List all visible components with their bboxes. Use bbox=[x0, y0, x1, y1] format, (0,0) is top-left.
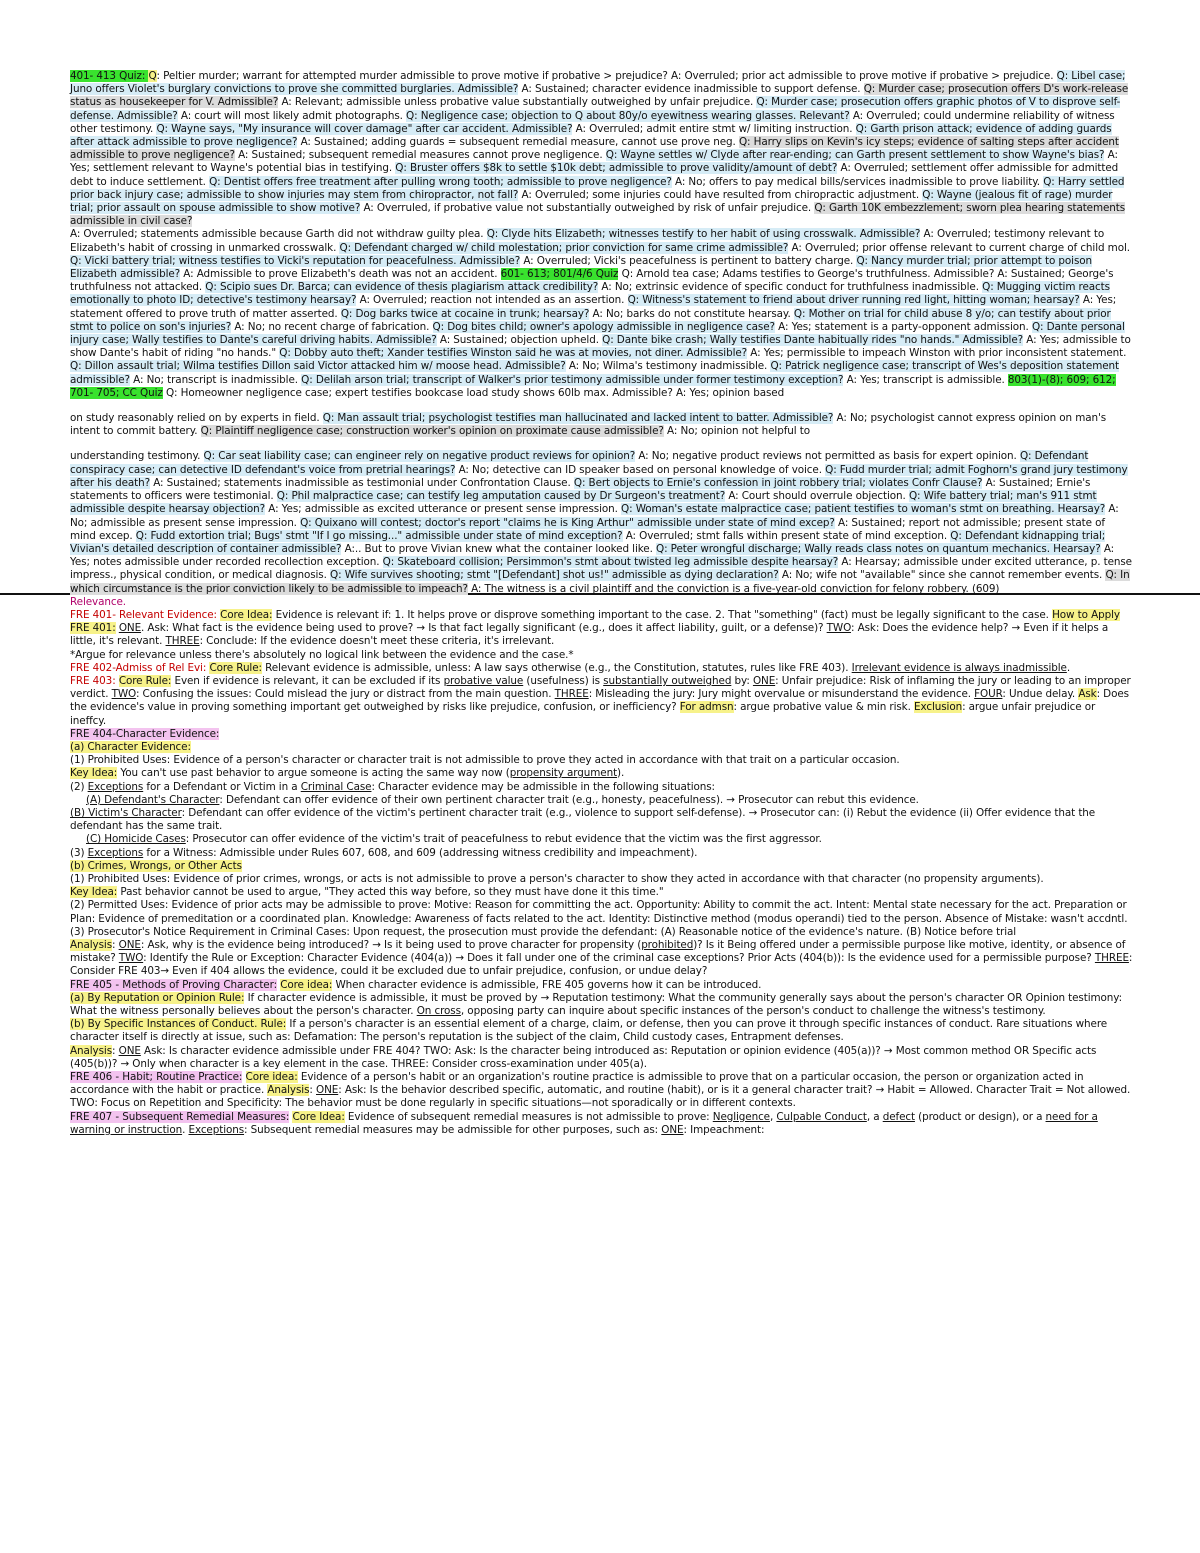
quiz-question: Q: Fudd murder trial; admit Foghorn's grand jury testimony after his death? bbox=[70, 463, 1128, 489]
paragraph bbox=[70, 728, 1133, 741]
paragraph bbox=[70, 979, 1133, 992]
text-run: A: Yes; statement offered to prove truth of matter asserted. bbox=[70, 294, 1117, 320]
text-run: (A) Defendant's Character bbox=[86, 793, 220, 806]
text-run: : argue unfair prejudice or ineffcy. bbox=[70, 701, 1096, 727]
quiz-question: Q: Mugging victim reacts emotionally to photo ID; detective's testimony hearsay? bbox=[70, 281, 1110, 307]
quiz-question: Q: Murder case; prosecution offers D's work-release status as housekeeper for V. Admissible? bbox=[70, 83, 1129, 109]
text-run: Core Rule: bbox=[118, 674, 172, 687]
paragraph-gap bbox=[70, 400, 1133, 412]
text-run: A: Yes; statement is a party-opponent admission. bbox=[774, 320, 1032, 333]
text-run: Core Idea: bbox=[220, 608, 273, 621]
quiz-question: Q: Defendant charged w/ child molestation; prior conviction for same crime admissible? bbox=[339, 241, 789, 254]
text-run: (C) Homicide Cases bbox=[86, 833, 186, 846]
text-run: FRE 403: bbox=[70, 674, 119, 687]
quiz-question: Q: Clyde hits Elizabeth; witnesses testify to her habit of using crosswalk. Admissible? bbox=[486, 228, 921, 241]
text-run: (3) bbox=[70, 846, 88, 859]
text-run: Core idea: bbox=[280, 978, 333, 991]
text-run: : Character evidence may be admissible in the following situations: bbox=[371, 780, 715, 793]
paragraph bbox=[70, 228, 1133, 400]
text-run: A: court will most likely admit photographs. bbox=[177, 109, 407, 122]
paragraph bbox=[70, 781, 1133, 794]
text-run: A:.. But to prove Vivian knew what the container looked like. bbox=[341, 542, 656, 555]
quiz-question: Q: Witness's statement to friend about driver running red light, hitting woman; hearsay? bbox=[627, 294, 1080, 307]
text-run: (1) Prohibited Uses: Evidence of a person's character or character trait is not admissible to prove they acted in accordance with that trait on a particular occasion. bbox=[70, 754, 900, 767]
text-run: need for a warning or instruction bbox=[70, 1110, 1098, 1136]
text-run: A: The witness is a civil plaintiff and the conviction is a five-year-old conviction for felony robbery. (609) bbox=[467, 582, 1000, 595]
text-run: substantially outweighed bbox=[603, 674, 732, 687]
quiz-question: Q: Negligence case; objection to Q about 80y/o eyewitness wearing glasses. Relevant? bbox=[406, 109, 850, 122]
text-run: Criminal Case bbox=[300, 780, 372, 793]
text-run: : Does the evidence's value in proving something important get outweighed by risks like prejudice, confusion, or inefficiency? bbox=[70, 688, 1129, 714]
text-run: A: Sustained; Ernie's statements to officers were testimonial. bbox=[70, 476, 1091, 503]
text-run: Exclusion bbox=[914, 701, 963, 714]
quiz-question: Q: Car seat liability case; can engineer rely on negative product reviews for opinion? bbox=[203, 450, 636, 463]
text-run: Core idea: bbox=[245, 1071, 298, 1084]
text-run: : Undue delay. bbox=[1002, 688, 1079, 701]
text-run: Exceptions bbox=[87, 780, 144, 793]
paragraph bbox=[70, 899, 1133, 925]
text-run: A: Yes; admissible to show Dante's habit of riding "no hands." bbox=[70, 334, 1131, 360]
text-run: ONE bbox=[118, 622, 142, 635]
text-run: )? Is it Being offered under a permissible purpose like motive, identity, or absence of mistake? bbox=[70, 939, 1126, 965]
text-run: Culpable Conduct bbox=[776, 1110, 867, 1123]
quiz-question: Q: Bert objects to Ernie's confession in joint robbery trial; violates Confr Clause? bbox=[573, 476, 983, 489]
text-run: A: Overruled; Vicki's peacefulness is pertinent to battery charge. bbox=[520, 254, 857, 267]
quiz-question: Q: Wayne says, "My insurance will cover damage" after car accident. Admissible? bbox=[156, 122, 573, 135]
text-run: A: Overruled; stmt falls within present state of mind exception. bbox=[622, 529, 951, 542]
text-run: A: No; wife not "available" since she cannot remember events. bbox=[778, 569, 1106, 582]
text-run: A: No; extrinsic evidence of specific conduct for truthfulness inadmissible. bbox=[598, 281, 983, 294]
text-run: A: No; Wilma's testimony inadmissible. bbox=[565, 360, 771, 373]
text-run: (3) Prosecutor's Notice Requirement in Criminal Cases: Upon request, the prosecution must provide the defendant: (A) Reasonable notice of the evidence's nature. (B) Notice before trial bbox=[70, 925, 1017, 938]
text-run: A: Overruled, if probative value not substantially outweighed by risk of unfair prejudice. bbox=[360, 202, 815, 215]
paragraph bbox=[70, 992, 1133, 1018]
paragraph bbox=[70, 70, 1133, 228]
quiz-question: Q: Wayne settles w/ Clyde after rear-ending; can Garth present settlement to show Wayne's bias? bbox=[605, 149, 1105, 162]
quiz-question: Q: Wife survives shooting; stmt "[Defendant] shot us!" admissible as dying declaration? bbox=[330, 569, 779, 582]
text-run: A: Overruled; some injuries could have resulted from chiropractic adjustment. bbox=[518, 188, 923, 201]
text-run: FRE 401- Relevant Evidence: bbox=[70, 608, 221, 621]
text-run: A: Overruled; reaction not intended as an assertion. bbox=[356, 294, 628, 307]
paragraph bbox=[70, 675, 1133, 728]
text-run: For admsn bbox=[679, 701, 734, 714]
paragraph bbox=[70, 873, 1133, 886]
text-run: A: No; barks do not constitute hearsay. bbox=[589, 307, 794, 320]
text-run: ). bbox=[617, 767, 625, 780]
text-run: , bbox=[769, 1110, 777, 1123]
text-run: Irrelevant evidence is always inadmissible bbox=[851, 661, 1067, 674]
text-run: for a Defendant or Victim in a bbox=[143, 780, 301, 793]
quiz-question: Q: Dillon assault trial; Wilma testifies Dillon said Victor attacked him w/ moose head. Admissible? bbox=[70, 360, 566, 373]
paragraph bbox=[70, 649, 1133, 662]
text-run: (1) Prohibited Uses: Evidence of prior crimes, wrongs, or acts is not admissible to prove a person's character to show they acted in accordance with that character (no propensity arguments). bbox=[70, 872, 1044, 885]
quiz-question: Q: Dog barks twice at cocaine in trunk; hearsay? bbox=[340, 307, 590, 320]
quiz-question: Q: Dog bites child; owner's apology admissible in negligence case? bbox=[432, 320, 775, 333]
text-run: A: Sustained; statements inadmissible as testimonial under Confrontation Clause. bbox=[150, 476, 574, 489]
text-run: : Conclude: If the evidence doesn't meet these criteria, it's irrelevant. bbox=[199, 635, 555, 648]
text-run: (a) By Reputation or Opinion Rule: bbox=[70, 991, 245, 1004]
text-run: Analysis bbox=[70, 1044, 113, 1057]
quiz-question: Q: Vicki battery trial; witness testifies to Vicki's reputation for peacefulness. Admissible? bbox=[70, 254, 521, 267]
text-run: A: Sustained; subsequent remedial measures cannot prove negligence. bbox=[234, 149, 606, 162]
text-run: : bbox=[309, 1084, 316, 1097]
text-run: Key Idea: bbox=[70, 886, 118, 899]
text-run: Evidence of a person's habit or an organization's routine practice is admissible to prove that on a particular occasion, the person or organization acted in accordance with the habit or practice. bbox=[70, 1071, 1084, 1097]
text-run: A: Sustained; character evidence inadmissible to support defense. bbox=[518, 83, 864, 96]
quiz-question: Q: Quixano will contest; doctor's report "claims he is King Arthur" admissible under state of mind excep? bbox=[300, 516, 835, 529]
text-run: *Argue for relevance unless there's absolutely no logical link between the evidence and the case.* bbox=[70, 648, 574, 661]
section-tag: 601- 613; 801/4/6 Quiz bbox=[500, 268, 619, 281]
text-run: A: Overruled; testimony relevant to Elizabeth's habit of crossing in unmarked crosswalk. bbox=[70, 228, 1105, 254]
text-run: A: Sustained; objection upheld. bbox=[436, 334, 603, 347]
text-run: on study reasonably relied on by experts in field. bbox=[70, 412, 323, 425]
quiz-question: Q: Plaintiff negligence case; construction worker's opinion on proximate cause admissible? bbox=[200, 425, 664, 438]
paragraph bbox=[70, 1111, 1133, 1137]
text-run: by: bbox=[731, 674, 753, 687]
quiz-question: Q: Defendant conspiracy case; can detective ID defendant's voice from pretrial hearings? bbox=[70, 450, 1089, 476]
paragraph bbox=[70, 807, 1133, 833]
text-run: Q bbox=[148, 70, 157, 82]
document-body bbox=[70, 70, 1133, 1137]
text-run: : Ask: Does the evidence help? → Even if it helps a little, it's relevant. bbox=[70, 622, 1109, 648]
text-run: : bbox=[112, 1044, 119, 1057]
text-run: ONE bbox=[316, 1084, 339, 1097]
text-run: A: Yes; transcript is admissible. bbox=[843, 373, 1008, 386]
quiz-question: Q: Skateboard collision; Persimmon's stmt about twisted leg admissible despite hearsay? bbox=[382, 556, 839, 569]
quiz-question: Q: Peter wrongful discharge; Wally reads class notes on quantum mechanics. Hearsay? bbox=[655, 542, 1101, 555]
quiz-question: Q: Garth 10K embezzlement; sworn plea hearing statements admissible in civil case? bbox=[70, 202, 1126, 228]
text-run: A: No; opinion not helpful to bbox=[663, 425, 810, 438]
quiz-question: Q: Dobby auto theft; Xander testifies Winston said he was at movies, not diner. Admissible? bbox=[279, 347, 748, 360]
text-run: (product or design), or a bbox=[914, 1110, 1046, 1123]
text-run: (usefulness) is bbox=[523, 674, 604, 687]
text-run: propensity argument bbox=[509, 767, 618, 780]
paragraph bbox=[70, 833, 1133, 846]
text-run: Analysis bbox=[70, 939, 113, 951]
text-run: When character evidence is admissible, FRE 405 governs how it can be introduced. bbox=[332, 978, 762, 991]
text-run: A: Sustained; adding guards = subsequent remedial measure, cannot use prove neg. bbox=[297, 136, 739, 149]
text-run: (2) bbox=[70, 780, 88, 793]
quiz-question: Q: Patrick negligence case; transcript of Wes's deposition statement admissible? bbox=[70, 360, 1119, 386]
text-run: TWO bbox=[118, 952, 144, 965]
text-run: Evidence of subsequent remedial measures is not admissible to prove: bbox=[344, 1110, 713, 1123]
text-run: A: Overruled; statements admissible because Garth did not withdraw guilty plea. bbox=[70, 228, 487, 241]
text-run: : Unfair prejudice: Risk of inflaming the jury or leading to an improper verdict. bbox=[70, 674, 1131, 701]
text-run: Exceptions bbox=[87, 846, 144, 859]
quiz-question: Q: Harry settled prior back injury case; admissible to show injuries may stem from chiropractor, not fall? bbox=[70, 175, 1125, 201]
text-run: prohibited bbox=[641, 939, 694, 951]
text-run: ONE bbox=[752, 674, 776, 687]
text-run: A: Overruled; settlement offer admissible for admitted debt to induce settlement. bbox=[70, 162, 1119, 188]
text-run: Key Idea: bbox=[70, 767, 118, 780]
text-run: THREE bbox=[165, 635, 200, 648]
text-run: A: No; transcript is inadmissible. bbox=[129, 373, 302, 386]
paragraph bbox=[70, 767, 1133, 780]
text-run: On cross bbox=[416, 1005, 461, 1018]
paragraph bbox=[70, 939, 1133, 979]
text-run: A: Yes; notes admissible under recorded recollection exception. bbox=[70, 542, 1115, 569]
text-run: : Defendant can offer evidence of their own pertinent character trait (e.g., honesty, peacefulness). → Prosecutor can rebut this evidence. bbox=[219, 793, 919, 806]
text-run: for a Witness: Admissible under Rules 607, 608, and 609 (addressing witness credibility and impeachment). bbox=[143, 846, 698, 859]
text-run: (b) Crimes, Wrongs, or Other Acts bbox=[70, 859, 242, 872]
text-run: A: No; detective can ID speaker based on personal knowledge of voice. bbox=[455, 463, 826, 476]
quiz-question: Q: Murder case; prosecution offers graphic photos of V to disprove self-defense. Admissible? bbox=[70, 96, 1121, 122]
text-run: : Confusing the issues: Could mislead the jury or distract from the main question. bbox=[135, 688, 555, 701]
text-run: Q: Arnold tea case; Adams testifies to George's truthfulness. Admissible? bbox=[618, 268, 995, 281]
text-run: A: No; admissible as present sense impression. bbox=[70, 503, 1119, 529]
text-run: THREE bbox=[554, 688, 589, 701]
text-run: : Prosecutor can offer evidence of the victim's trait of peacefulness to rebut evidence that the victim was the first aggressor. bbox=[185, 833, 822, 846]
text-run: . bbox=[182, 1123, 189, 1136]
text-run: A: Yes; settlement relevant to Wayne's potential bias in testifying. bbox=[70, 149, 1118, 175]
text-run: : Identify the Rule or Exception: Character Evidence (404(a)) → Does it fall under one of the criminal case exceptions? Prior Acts (404(b)): Is the evidence used for a permissible purpose? bbox=[143, 952, 1095, 965]
quiz-question: Q: Phil malpractice case; can testify leg amputation caused by Dr Surgeon's treatment? bbox=[276, 490, 726, 503]
text-run: Relevant evidence is admissible, unless: A law says otherwise (e.g., the Constitution, statutes, rules like FRE 403). bbox=[261, 661, 852, 674]
text-run: Exceptions bbox=[188, 1123, 245, 1136]
text-run: Core Idea: bbox=[292, 1110, 345, 1123]
paragraph bbox=[70, 794, 1133, 807]
quiz-question: Q: Harry slips on Kevin's icy steps; evidence of salting steps after accident admissible to prove negligence? bbox=[70, 136, 1119, 162]
text-run: (B) Victim's Character bbox=[70, 806, 182, 819]
quiz-question: Q: Nancy murder trial; prior attempt to poison Elizabeth admissible? bbox=[70, 254, 1092, 281]
text-run: Ask: Is character evidence admissible under FRE 404? TWO: Ask: Is the character being introduced as: Reputation or opinion evidence (405(a))? → Most common method OR Specific acts (405(b))? → Only when character is a key element in the case. THREE: Consider cross-examination under 405(a). bbox=[70, 1044, 1097, 1070]
text-run: ONE bbox=[661, 1123, 684, 1136]
text-run: A: No; negative product reviews not permitted as basis for expert opinion. bbox=[635, 450, 1020, 463]
paragraph bbox=[70, 450, 1133, 595]
text-run: FRE 407 - Subsequent Remedial Measures: bbox=[70, 1110, 290, 1123]
text-run: (b) By Specific Instances of Conduct. Rule: bbox=[70, 1018, 287, 1031]
text-run: How to Apply FRE 401: bbox=[70, 608, 1120, 635]
section-tag: 803(1)-(8); 609; 612; 701- 705; CC Quiz bbox=[70, 373, 1116, 399]
quiz-question: Q: Libel case; Juno offers Violet's burglary convictions to prove she committed burglaries. Admissible? bbox=[70, 70, 1126, 96]
quiz-question: Q: Defendant kidnapping trial; Vivian's detailed description of container admissible? bbox=[70, 529, 1106, 555]
paragraph bbox=[70, 1045, 1133, 1071]
text-run: : Misleading the jury: Jury might overvalue or misunderstand the evidence. bbox=[588, 688, 975, 701]
text-run: : Peltier murder; warrant for attempted murder admissible to prove motive if probative > prejudice? A: Overruled; prior act admissible to prove motive if probative > prejudice. bbox=[156, 70, 1057, 82]
text-run: A: No; psychologist cannot express opinion on man's intent to commit battery. bbox=[70, 412, 1107, 438]
paragraph bbox=[70, 412, 1133, 438]
quiz-question: Q: Garth prison attack; evidence of adding guards after attack admissible to prove negligence? bbox=[70, 122, 1112, 149]
text-run: ONE bbox=[118, 939, 141, 951]
text-run: : Impeachment: bbox=[683, 1123, 765, 1136]
text-run: understanding testimony. bbox=[70, 450, 204, 463]
paragraph bbox=[70, 596, 1133, 609]
text-run: A: Hearsay; admissible under excited utterance, p. tense impress., physical condition, or medical diagnosis. bbox=[70, 556, 1132, 582]
paragraph bbox=[70, 662, 1133, 675]
text-run: FRE 405 - Methods of Proving Character: bbox=[70, 978, 277, 991]
quiz-question: Q: Dante personal injury case; Wally testifies to Dante's careful driving habits. Admissible? bbox=[70, 320, 1125, 347]
text-run: If a person's character is an essential element of a charge, claim, or defense, then you can prove it through specific instances of conduct. Rare situations where character itself is directly at issue, such as: Defamation: The person's reputation is the subject of the claim, Child custody cases, Entrapment defenses. bbox=[70, 1018, 1108, 1044]
paragraph bbox=[70, 886, 1133, 899]
text-run: FRE 402-Admiss of Rel Evi: bbox=[70, 661, 210, 674]
text-run: : Ask: Is the behavior described specific, automatic, and routine (habit), or is it a general character trait? → Habit = Allowed. Character Trait = Not allowed. TWO: Focus on Repetition and Specificity: The behavior must be done regularly in specific situations—not sporadically or in different contexts. bbox=[70, 1084, 1131, 1110]
quiz-question: Q: In which circumstance is the prior conviction likely to be admissible to impeach? bbox=[70, 569, 1130, 595]
text-run: A: Sustained; George's truthfulness not attacked. bbox=[70, 268, 1114, 294]
paragraph-gap bbox=[70, 438, 1133, 450]
text-run: (2) Permitted Uses: Evidence of prior acts may be admissible to prove: Motive: Reason for committing the act. Opportunity: Ability to commit the act. Intent: Mental state necessary for the act. Preparation or Plan: Evidence of premeditation or a coordinated plan. Knowledge: Awareness of facts related to the act. Identity: Distinctive method (modus operandi) tied to the person. Absence of Mistake: wasn't accdntl. bbox=[70, 899, 1128, 925]
quiz-question: Q: Scipio sues Dr. Barca; can evidence of thesis plagiarism attack credibility? bbox=[205, 281, 599, 294]
quiz-question: Q: Mother on trial for child abuse 8 y/o; can testify about prior stmt to police on son's injuries? bbox=[70, 307, 1111, 333]
text-run: FRE 406 - Habit; Routine Practice: bbox=[70, 1071, 243, 1084]
text-run: If character evidence is admissible, it must be proved by → Reputation testimony: What the community generally says about the person's character OR Opinion testimony: What the witness personally believes about the person's character. bbox=[70, 991, 1122, 1018]
text-run: You can't use past behavior to argue someone is acting the same way now ( bbox=[117, 767, 510, 780]
section-tag: 401- 413 Quiz: bbox=[70, 70, 149, 82]
text-run: FRE 404-Character Evidence: bbox=[70, 727, 220, 740]
quiz-question: Q: Bruster offers $8k to settle $10k debt; admissible to prove validity/amount of debt? bbox=[395, 162, 838, 175]
text-run: : Ask, why is the evidence being introduced? → Is it being used to prove character for propensity ( bbox=[140, 939, 642, 951]
text-run: Even if evidence is relevant, it can be excluded if its bbox=[171, 674, 444, 687]
text-run: : argue probative value & min risk. bbox=[733, 701, 914, 714]
paragraph bbox=[70, 1018, 1133, 1044]
paragraph bbox=[70, 754, 1133, 767]
text-run: Negligence bbox=[712, 1110, 770, 1123]
text-run: , a bbox=[866, 1110, 883, 1123]
paragraph bbox=[70, 847, 1133, 860]
text-run: ONE bbox=[118, 1044, 141, 1057]
text-run: A: No; offers to pay medical bills/services inadmissible to prove liability. bbox=[671, 175, 1044, 188]
text-run: Ask bbox=[1078, 688, 1097, 701]
text-run: : Subsequent remedial measures may be admissible for other purposes, such as: bbox=[244, 1123, 662, 1136]
text-run: probative value bbox=[443, 674, 524, 687]
text-run: A: Admissible to prove Elizabeth's death was not an accident. bbox=[180, 268, 501, 281]
text-run: A: Yes; admissible as excited utterance or present sense impression. bbox=[265, 503, 622, 516]
paragraph bbox=[70, 609, 1133, 649]
text-run: A: Sustained; report not admissible; present state of mind excep. bbox=[70, 516, 1105, 542]
text-run: defect bbox=[882, 1110, 915, 1123]
text-run: A: Overruled; prior offense relevant to current charge of child mol. bbox=[788, 241, 1130, 254]
text-run: : Consider FRE 403→ Even if 404 allows the evidence, could it be excluded due to unfair prejudice, confusion, or undue delay? bbox=[70, 952, 1133, 978]
paragraph bbox=[70, 860, 1133, 873]
text-run: Analysis bbox=[267, 1084, 310, 1097]
text-run: A: Overruled; could undermine reliability of witness other testimony. bbox=[70, 109, 1115, 135]
quiz-question: Q: Fudd extortion trial; Bugs' stmt "If I go missing..." admissible under state of mind exception? bbox=[135, 529, 623, 542]
quiz-question: Q: Delilah arson trial; transcript of Walker's prior testimony admissible under former testimony exception? bbox=[301, 373, 844, 386]
quiz-question: Q: Dentist offers free treatment after pulling wrong tooth; admissible to prove negligence? bbox=[209, 175, 672, 188]
text-run: Past behavior cannot be used to argue, "They acted this way before, so they must have done it this time." bbox=[117, 886, 664, 899]
paragraph bbox=[70, 741, 1133, 754]
paragraph bbox=[70, 926, 1133, 939]
quiz-question: Q: Woman's estate malpractice case; patient testifies to woman's stmt on breathing. Hearsay? bbox=[621, 503, 1106, 516]
text-run: Core Rule: bbox=[209, 661, 262, 674]
text-run: . bbox=[1066, 661, 1071, 674]
text-run: : bbox=[112, 939, 119, 951]
quiz-question: Q: Wayne (jealous fit of rage) murder trial; prior assault on spouse admissible to show motive? bbox=[70, 188, 1113, 215]
text-run: , opposing party can inquire about specific instances of the person's conduct to challenge the witness's testimony. bbox=[460, 1005, 1046, 1018]
text-run: A: Yes; permissible to impeach Winston with prior inconsistent statement. bbox=[747, 347, 1127, 360]
text-run: (a) Character Evidence: bbox=[70, 740, 191, 753]
text-run: Evidence is relevant if: 1. It helps prove or disprove something important to the case. 2. That "something" (fact) must be legally significant to the case. bbox=[272, 608, 1053, 621]
quiz-question: Q: Dante bike crash; Wally testifies Dante habitually rides "no hands." Admissible? bbox=[602, 334, 1024, 347]
text-run: A: Overruled; admit entire stmt w/ limiting instruction. bbox=[572, 122, 856, 135]
quiz-question: Q: Man assault trial; psychologist testifies man hallucinated and lacked intent to batter. Admissible? bbox=[322, 412, 834, 425]
text-run: A: Relevant; admissible unless probative value substantially outweighed by unfair prejudice. bbox=[278, 96, 757, 109]
text-run: Q: Homeowner negligence case; expert testifies bookcase load study shows 60lb max. Admissible? A: Yes; opinion based bbox=[162, 386, 785, 399]
text-run: A: Court should overrule objection. bbox=[725, 490, 909, 503]
text-run: . Ask: What fact is the evidence being used to prove? → Is that fact legally significant (e.g., does it affect liability, guilt, or a defense)? bbox=[141, 622, 827, 635]
text-run: TWO bbox=[826, 622, 851, 635]
text-run: A: No; no recent charge of fabrication. bbox=[231, 320, 433, 333]
text-run: Relevance. bbox=[70, 595, 126, 608]
quiz-question: Q: Wife battery trial; man's 911 stmt admissible despite hearsay objection? bbox=[70, 490, 1097, 516]
text-run: : Defendant can offer evidence of the victim's pertinent character trait (e.g., violence to support self-defense). → Prosecutor can: (i) Rebut the evidence (ii) Offer evidence that the defendant has the same trait. bbox=[70, 806, 1096, 833]
text-run: THREE bbox=[1094, 952, 1129, 965]
paragraph bbox=[70, 1071, 1133, 1111]
text-run: TWO bbox=[111, 688, 136, 701]
text-run: FOUR bbox=[974, 688, 1003, 701]
